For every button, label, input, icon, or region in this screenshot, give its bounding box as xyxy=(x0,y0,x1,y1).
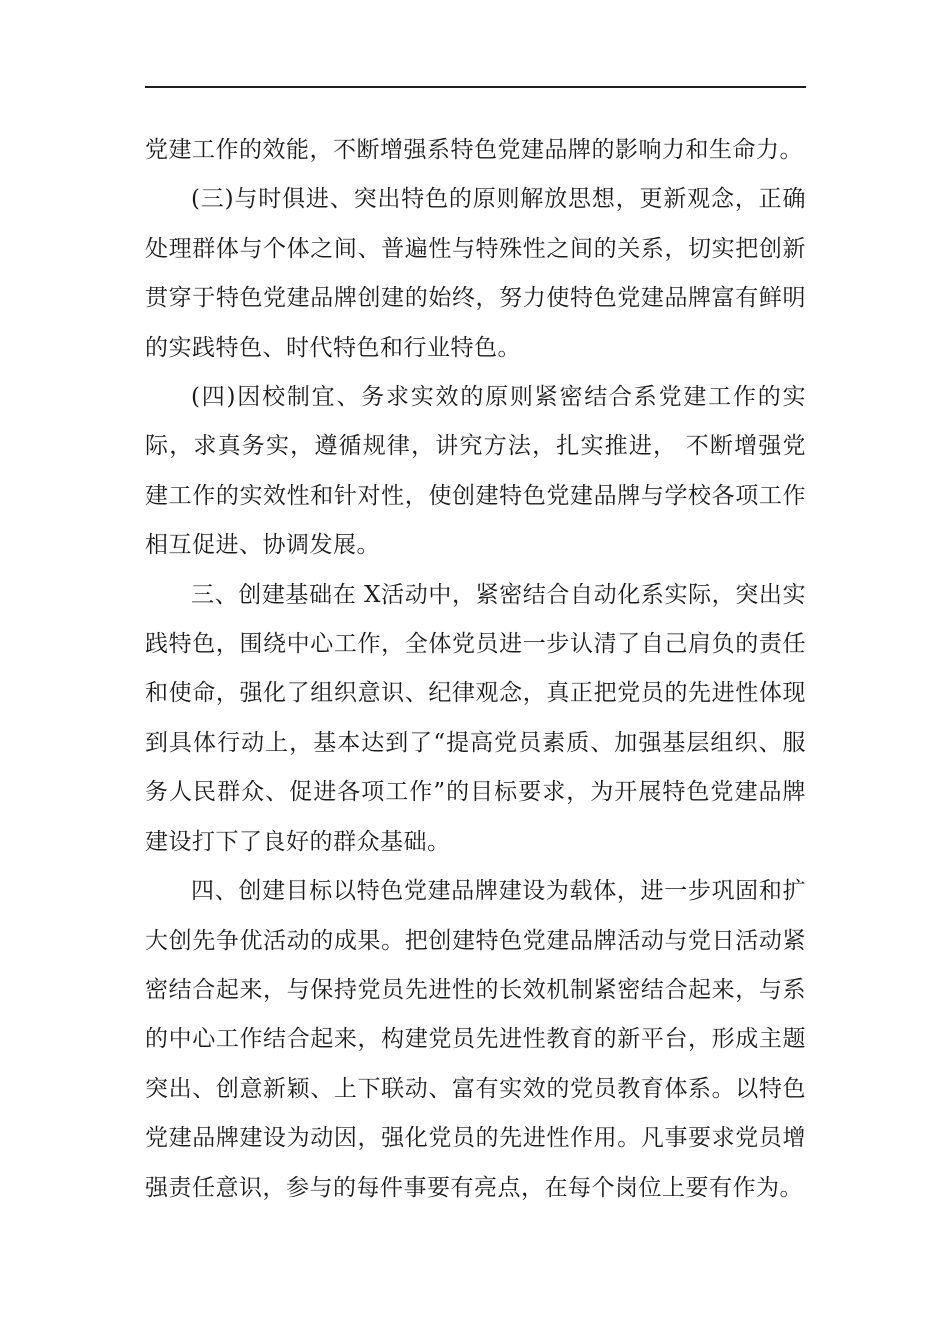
document-body xyxy=(145,126,806,1213)
paragraph-section-3: 三、创建基础在 X活动中，紧密结合自动化系实际，突出实践特色，围绕中心工作，全体党员进一步认清了自己肩负的责任和使命，强化了组织意识、纪律观念，真正把党员的先进性体现到具体行动上，基本达到了“提高党员素质、加强基层组织、服务人民群众、促进各项工作”的目标要求，为开展特色党建品牌建设打下了良好的群众基础。 xyxy=(145,581,806,855)
paragraph-principle-3: (三)与时俱进、突出特色的原则解放思想，更新观念，正确处理群体与个体之间、普遍性与特殊性之间的关系，切实把创新贯穿于特色党建品牌创建的始终，努力使特色党建品牌富有鲜明的实践特色、时代特色和行业特色。 xyxy=(145,186,806,361)
paragraph-continuation: 党建工作的效能，不断增强系特色党建品牌的影响力和生命力。 xyxy=(145,137,803,163)
header-rule xyxy=(145,86,806,88)
paragraph-section-4: 四、创建目标以特色党建品牌建设为载体，进一步巩固和扩大创先争优活动的成果。把创建特色党建品牌活动与党日活动紧密结合起来，与保持党员先进性的长效机制紧密结合起来，与系的中心工作结合起来，构建党员先进性教育的新平台，形成主题突出、创意新颖、上下联动、富有实效的党员教育体系。以特色党建品牌建设为动因，强化党员的先进性作用。凡事要求党员增强责任意识，参与的每件事要有亮点，在每个岗位上要有作为。 xyxy=(145,878,806,1201)
paragraph-principle-4: (四)因校制宜、务求实效的原则紧密结合系党建工作的实际，求真务实，遵循规律，讲究方法，扎实推进， 不断增强党建工作的实效性和针对性，使创建特色党建品牌与学校各项工作相互促进、协调发展。 xyxy=(145,384,806,559)
